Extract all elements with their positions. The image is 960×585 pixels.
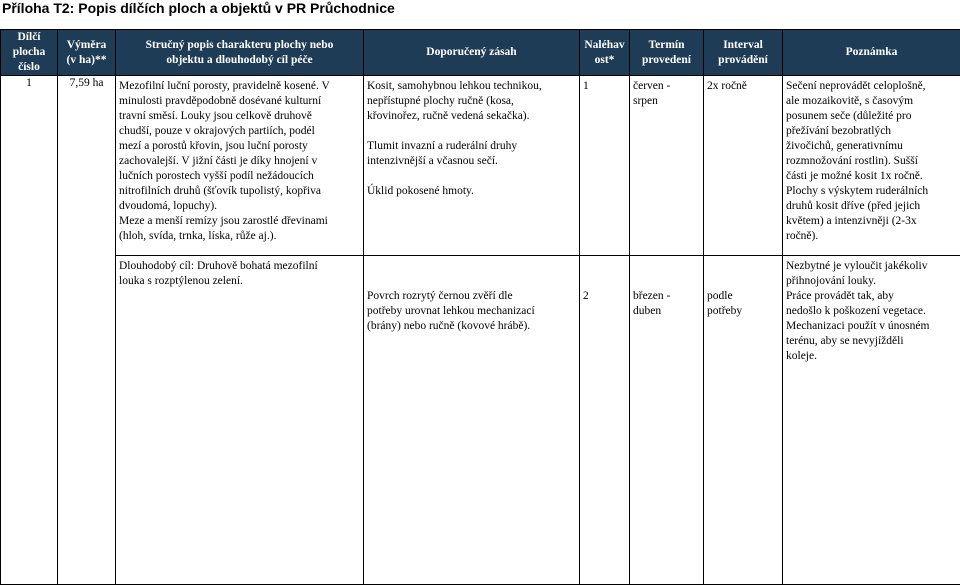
intervention-cell: Kosit, samohybnou lehkou technikou, nepřístupné plochy ručně (kosa, křovinořez, ručně vedená sekačka). Tlumit invazní a ruderální druhy intenzivnější a včasnou sečí. Úklid pokosené hmoty. (364, 76, 580, 256)
page-title: Příloha T2: Popis dílčích ploch a objektů v PR Průchodnice (2, 0, 395, 16)
header-term: Termín provedení (630, 30, 704, 76)
plot-number: 1 (1, 76, 58, 585)
goal-cell: Dlouhodobý cíl: Druhově bohatá mezofilní louka s rozptýlenou zelení. (116, 256, 364, 585)
plot-area: 7,59 ha (58, 76, 116, 585)
urgency-cell: 1 (580, 76, 630, 256)
table-row (1, 76, 960, 256)
term-cell: červen - srpen (630, 76, 704, 256)
header-plot-number: Dílčí plocha číslo (1, 30, 58, 76)
header-interval: Interval provádění (704, 30, 783, 76)
interval-cell: 2x ročně (704, 76, 783, 256)
header-area: Výměra (v ha)** (58, 30, 116, 76)
header-description: Stručný popis charakteru plochy nebo objektu a dlouhodobý cíl péče (116, 30, 364, 76)
note-cell: Nezbytné je vyloučit jakékoliv přihnojování louky. Práce provádět tak, aby nedošlo k poškození vegetace. Mechanizaci použít v únosném terénu, aby se nevyjížděli koleje. (783, 256, 960, 585)
header-row (1, 30, 960, 76)
plot-table (0, 29, 960, 585)
intervention-cell: Povrch rozrytý černou zvěří dle potřeby urovnat lehkou mechanizací (brány) nebo ručně (kovové hrábě). (364, 256, 580, 585)
description-cell: Mezofilní luční porosty, pravidelně kosené. V minulosti pravděpodobně dosévané kulturní travní směsí. Louky jsou celkově druhově chudší, pouze v okrajových partiích, podél mezí a porostů křovin, jsou luční porosty zachovalejší. V jižní části je díky hnojení v lučních porostech vyšší podíl nežádoucích nitrofilních druhů (šťovík tupolistý, kopřiva dvoudomá, lopuchy). Meze a menší remízy jsou zarostlé dřevinami (hloh, svída, trnka, líska, růže aj.). (116, 76, 364, 256)
header-note: Poznámka (783, 30, 960, 76)
urgency-cell: 2 (580, 256, 630, 585)
header-intervention: Doporučený zásah (364, 30, 580, 76)
table-row (1, 256, 960, 585)
term-cell: březen - duben (630, 256, 704, 585)
note-cell: Sečení neprovádět celoplošně, ale mozaikovitě, s časovým posunem seče (důležité pro přežívání bezobratlých živočichů, generativnímu rozmnožování rostlin). Sušší části je možné kosit 1x ročně. Plochy s výskytem ruderálních druhů kosit dříve (před jejich květem) a intenzivněji (2-3x ročně). (783, 76, 960, 256)
header-urgency: Naléhav ost* (580, 30, 630, 76)
interval-cell: podle potřeby (704, 256, 783, 585)
